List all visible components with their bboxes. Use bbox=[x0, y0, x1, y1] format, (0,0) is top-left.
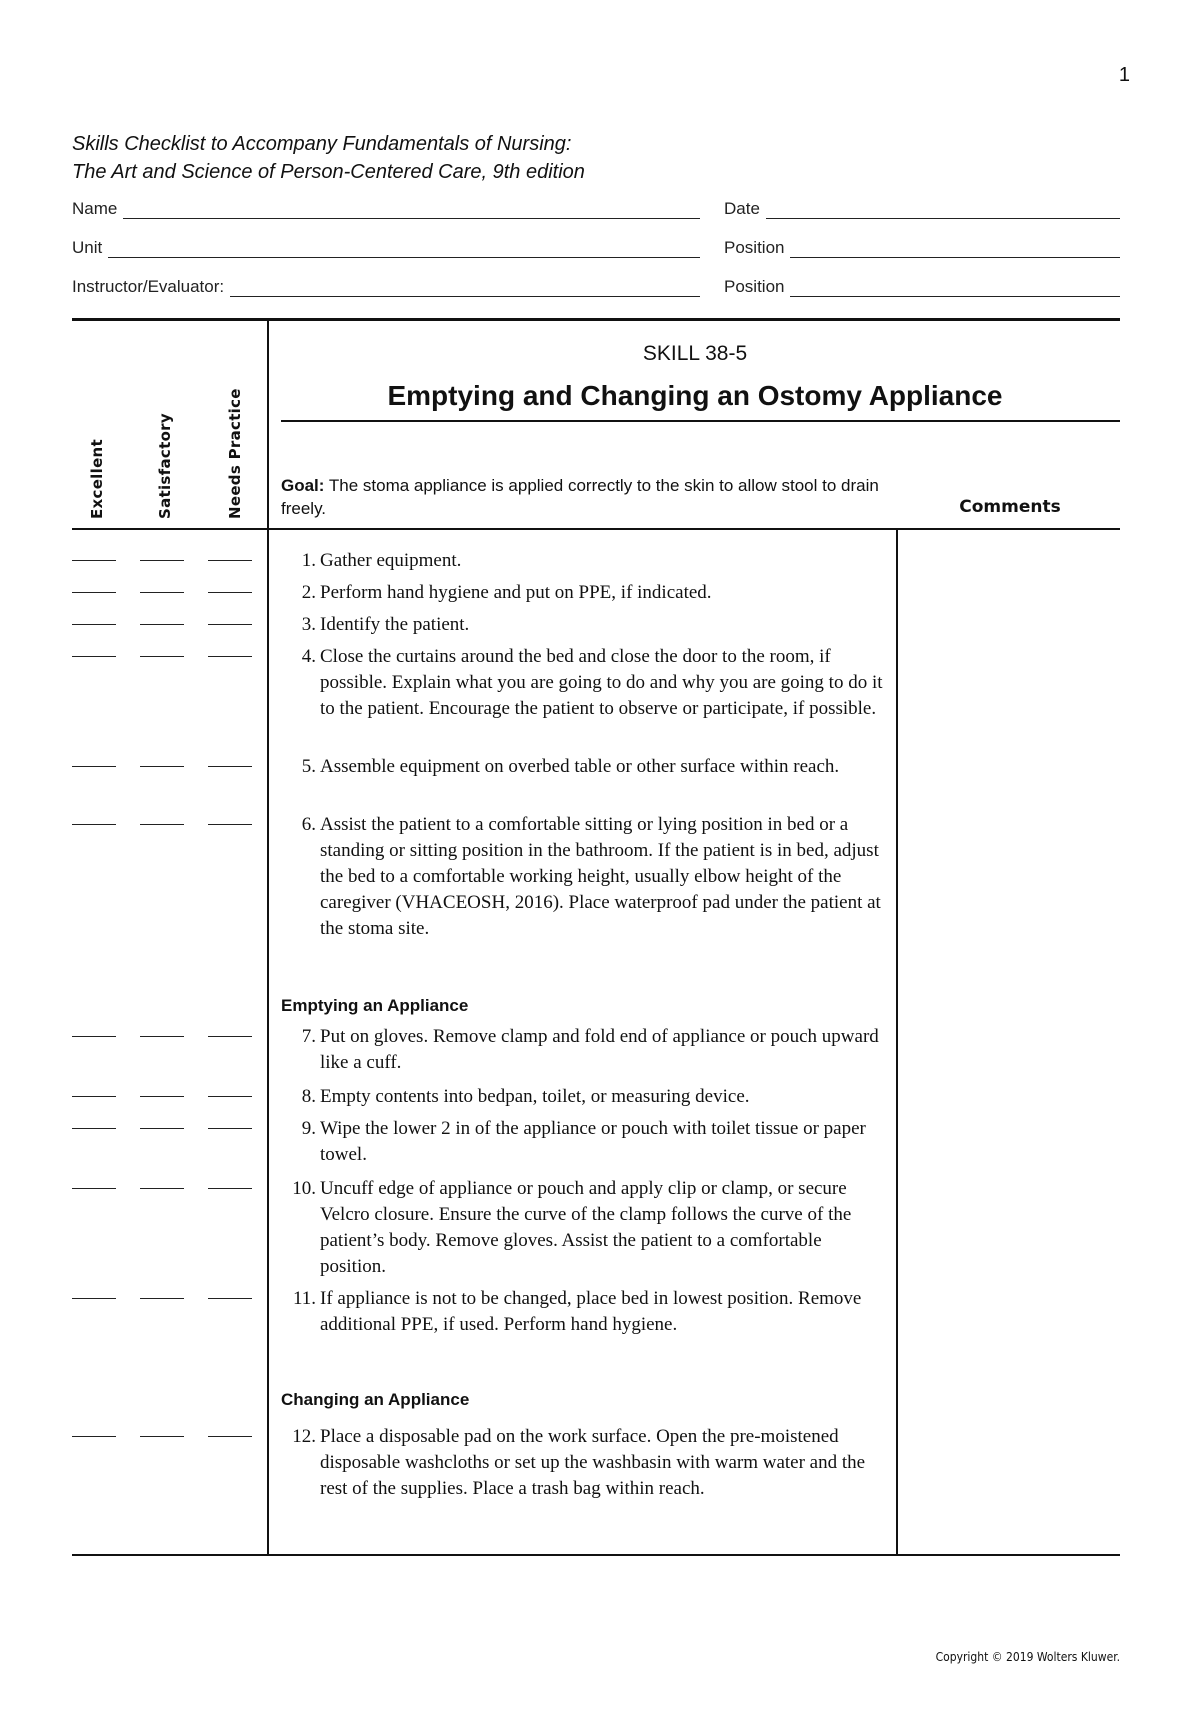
position-line-2[interactable] bbox=[790, 281, 1120, 297]
position-label-1: Position bbox=[724, 238, 785, 257]
name-label: Name bbox=[72, 199, 118, 218]
position-line-1[interactable] bbox=[790, 242, 1120, 258]
step-text: Uncuff edge of appliance or pouch and apply clip or clamp, or secure Velcro closure. Ensure the curve of the clamp follows the curve of the patient’s body. Remove gloves. Assist the patient to a comfortable position. bbox=[320, 1178, 852, 1277]
book-title-line-2: The Art and Science of Person-Centered Care, 9th edition bbox=[72, 161, 585, 183]
step-number: 7. bbox=[301, 1026, 316, 1047]
satisfactory-header: Satisfactory bbox=[156, 413, 174, 519]
step-number: 11. bbox=[292, 1288, 316, 1309]
rating-blanks-step-4[interactable] bbox=[72, 656, 252, 664]
step-text: Place a disposable pad on the work surface. Open the pre-moistened disposable washcloths or set up the washbasin with warm water and the rest of the supplies. Place a trash bag within reach. bbox=[320, 1426, 866, 1499]
name-field[interactable] bbox=[72, 197, 700, 219]
table-bottom-rule bbox=[72, 1554, 1120, 1556]
rating-blanks-step-3[interactable] bbox=[72, 624, 252, 632]
table-top-rule bbox=[72, 318, 1120, 321]
step-text: Identify the patient. bbox=[320, 614, 470, 635]
position-label-2: Position bbox=[724, 277, 785, 296]
step-text: Put on gloves. Remove clamp and fold end of appliance or pouch upward like a cuff. bbox=[320, 1026, 879, 1073]
rating-blanks-step-8[interactable] bbox=[72, 1096, 252, 1104]
step-6 bbox=[280, 812, 890, 942]
step-text: Perform hand hygiene and put on PPE, if indicated. bbox=[320, 582, 712, 603]
name-line[interactable] bbox=[123, 203, 700, 219]
goal-label: Goal: bbox=[281, 476, 325, 495]
step-4 bbox=[280, 644, 890, 722]
step-5 bbox=[280, 754, 890, 780]
step-7 bbox=[280, 1024, 890, 1076]
step-number: 2. bbox=[301, 582, 316, 603]
step-9 bbox=[280, 1116, 890, 1168]
comments-column-divider bbox=[896, 530, 898, 1555]
title-underline bbox=[281, 420, 1120, 422]
rating-blanks-step-6[interactable] bbox=[72, 824, 252, 832]
step-2 bbox=[280, 580, 890, 606]
rating-blanks-step-7[interactable] bbox=[72, 1036, 252, 1044]
comments-header: Comments bbox=[959, 497, 1061, 517]
position-field-1[interactable] bbox=[724, 236, 1120, 258]
position-field-2[interactable] bbox=[724, 275, 1120, 297]
rating-blanks-step-2[interactable] bbox=[72, 592, 252, 600]
step-number: 9. bbox=[301, 1118, 316, 1139]
rating-blanks-step-12[interactable] bbox=[72, 1436, 252, 1444]
step-3 bbox=[280, 612, 890, 638]
step-1 bbox=[280, 548, 890, 574]
rating-blanks-step-1[interactable] bbox=[72, 560, 252, 568]
goal-text: The stoma appliance is applied correctly to the skin to allow stool to drain freely. bbox=[281, 476, 879, 518]
book-title bbox=[72, 130, 585, 186]
step-text: Empty contents into bedpan, toilet, or measuring device. bbox=[320, 1086, 750, 1107]
step-number: 5. bbox=[301, 756, 316, 777]
step-text: Gather equipment. bbox=[320, 550, 462, 571]
instructor-field[interactable] bbox=[72, 275, 700, 297]
step-10 bbox=[280, 1176, 890, 1280]
book-title-line-1: Skills Checklist to Accompany Fundamentals of Nursing: bbox=[72, 133, 572, 155]
rating-blanks-step-11[interactable] bbox=[72, 1298, 252, 1306]
date-field[interactable] bbox=[724, 197, 1120, 219]
step-number: 1. bbox=[301, 550, 316, 571]
rating-blanks-step-10[interactable] bbox=[72, 1188, 252, 1196]
step-number: 3. bbox=[301, 614, 316, 635]
rating-blanks-step-5[interactable] bbox=[72, 766, 252, 774]
date-label: Date bbox=[724, 199, 760, 218]
unit-label: Unit bbox=[72, 238, 103, 257]
skill-number: SKILL 38-5 bbox=[642, 342, 748, 365]
unit-field[interactable] bbox=[72, 236, 700, 258]
step-number: 6. bbox=[301, 814, 316, 835]
step-text: If appliance is not to be changed, place bed in lowest position. Remove additional PPE, if used. Perform hand hygiene. bbox=[320, 1288, 862, 1335]
step-text: Assist the patient to a comfortable sitting or lying position in bed or a standing or sitting position in the bathroom. If the patient is in bed, adjust the bed to a comfortable working height, usually elbow height of the caregiver (VHACEOSH, 2016). Place waterproof pad under the patient at the stoma site. bbox=[320, 814, 881, 939]
step-number: 10. bbox=[292, 1178, 316, 1199]
page-number: 1 bbox=[1118, 64, 1130, 86]
rating-column-divider bbox=[267, 320, 269, 1555]
unit-line[interactable] bbox=[108, 242, 700, 258]
instructor-label: Instructor/Evaluator: bbox=[72, 277, 225, 296]
copyright: Copyright © 2019 Wolters Kluwer. bbox=[935, 1650, 1120, 1664]
section-emptying: Emptying an Appliance bbox=[281, 996, 469, 1015]
date-line[interactable] bbox=[766, 203, 1120, 219]
step-text: Wipe the lower 2 in of the appliance or pouch with toilet tissue or paper towel. bbox=[320, 1118, 866, 1165]
step-number: 4. bbox=[301, 646, 316, 667]
table-header-rule bbox=[72, 528, 1120, 530]
needs-practice-header: Needs Practice bbox=[226, 388, 244, 519]
skill-title: Emptying and Changing an Ostomy Appliance bbox=[387, 380, 1003, 411]
step-number: 8. bbox=[301, 1086, 316, 1107]
step-text: Close the curtains around the bed and close the door to the room, if possible. Explain what you are going to do and why you are going to do it to the patient. Encourage the patient to observe or participate, if possible. bbox=[320, 646, 883, 719]
step-12 bbox=[280, 1424, 890, 1502]
step-8 bbox=[280, 1084, 890, 1110]
rating-blanks-step-9[interactable] bbox=[72, 1128, 252, 1136]
instructor-line[interactable] bbox=[230, 281, 700, 297]
step-11 bbox=[280, 1286, 890, 1338]
goal bbox=[281, 474, 901, 520]
section-changing: Changing an Appliance bbox=[281, 1390, 470, 1409]
step-number: 12. bbox=[292, 1426, 316, 1447]
step-text: Assemble equipment on overbed table or other surface within reach. bbox=[320, 756, 840, 777]
excellent-header: Excellent bbox=[88, 439, 106, 519]
